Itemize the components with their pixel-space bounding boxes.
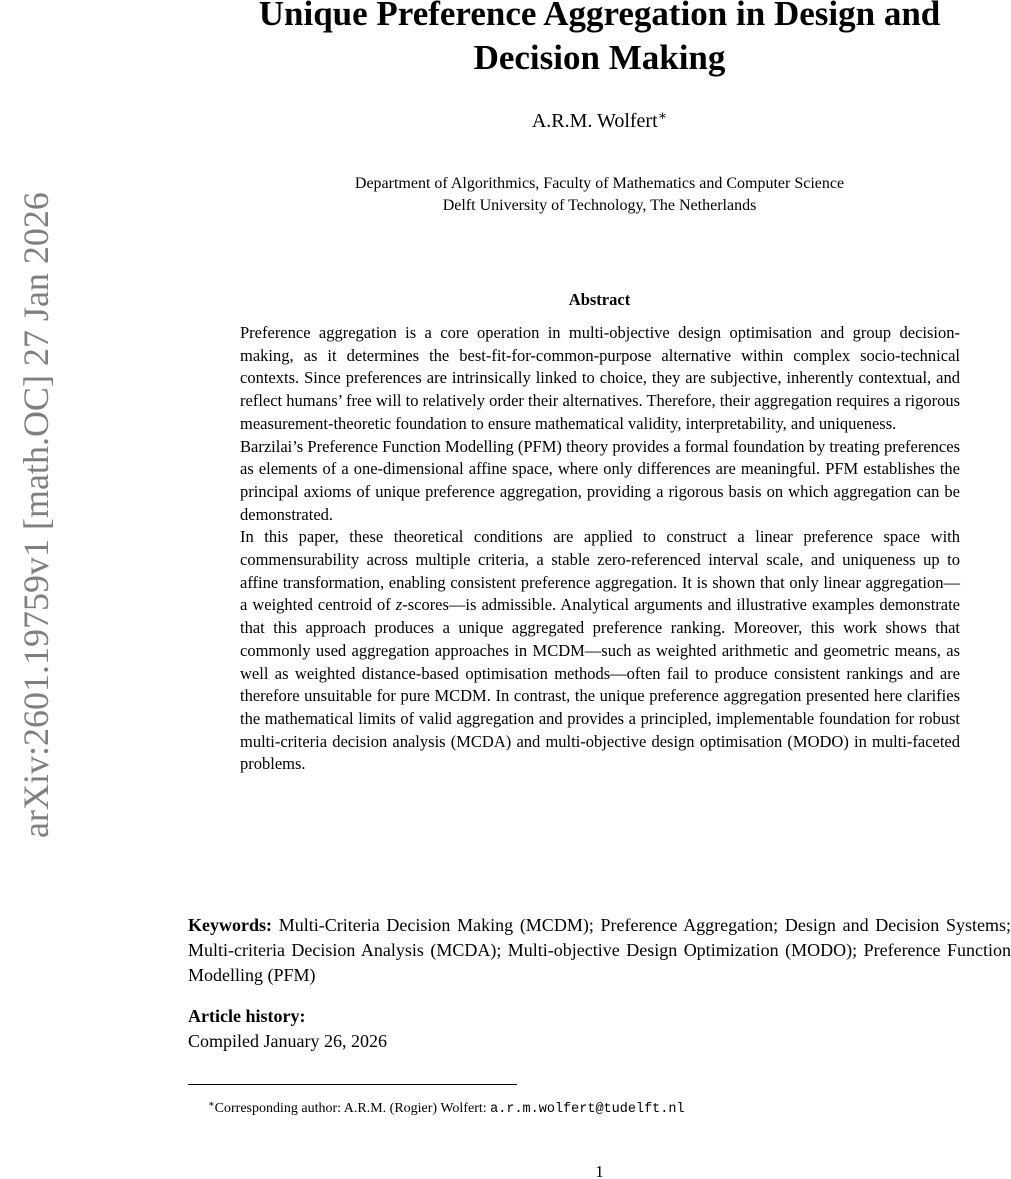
paper-title: [188, 0, 1011, 80]
keywords-section: [188, 913, 1011, 988]
arxiv-identifier-stamp: arXiv:2601.19759v1 [math.OC] 27 Jan 2026: [16, 192, 56, 838]
abstract-heading: Abstract: [568, 290, 631, 309]
title-line-2: Decision Making: [473, 38, 726, 77]
page-number: 1: [595, 1162, 604, 1179]
footnote-text: Corresponding author: A.R.M. (Rogier) Wolfert:: [214, 1101, 491, 1116]
footnote-divider: [188, 1084, 517, 1085]
author-email-link[interactable]: a.r.m.wolfert@tudelft.nl: [490, 1102, 685, 1117]
abstract-paragraph-3-end: -scores—is admissible. Analytical arguments and illustrative examples demonstrate that this approach produces a unique aggregated preference ranking. Moreover, this work shows that commonly used aggregation approaches in MCDM—such as weighted arithmetic and geometric means, as well as weighted distance-based optimisation methods—often fail to produce consistent rankings and are therefore unsuitable for pure MCDM. In contrast, the unique preference aggregation presented here clarifies the mathematical limits of valid aggregation and provides a principled, implementable foundation for robust multi-criteria decision analysis (MCDA) and multi-objective design optimisation (MODO) in multi-faceted problems.: [240, 595, 961, 774]
corresponding-author-footnote: [208, 1101, 988, 1117]
affiliation: [188, 173, 1011, 217]
abstract-paragraph-3: [240, 526, 960, 776]
footnote-mark: ∗: [208, 1099, 215, 1111]
keywords-label: Keywords:: [188, 915, 272, 935]
author-footnote-mark: ∗: [657, 109, 668, 124]
abstract-paragraph-2: Barzilai’s Preference Function Modelling (PFM) theory provides a formal foundation by treating preferences as elements of a one-dimensional affine space, where only differences are meaningful. PFM establishes the principal axioms of unique preference aggregation, providing a rigorous basis on which aggregation can be demonstrated.: [240, 436, 960, 524]
keywords-text: Multi-Criteria Decision Making (MCDM); Preference Aggregation; Design and Decision Systems; Multi-criteria Decision Analysis (MCDA); Multi-objective Design Optimization (MODO); Preference Function Modelling (PFM): [188, 915, 1011, 985]
author-name: A.R.M. Wolfert: [531, 110, 658, 132]
affiliation-line-1: Department of Algorithmics, Faculty of Mathematics and Computer Science: [354, 175, 845, 192]
affiliation-line-2: Delft University of Technology, The Netherlands: [442, 197, 757, 214]
article-history-label: Article history:: [188, 1006, 306, 1026]
article-history-text: Compiled January 26, 2026: [188, 1031, 387, 1051]
author-line: [188, 110, 1011, 133]
abstract-paragraph-1: Preference aggregation is a core operation in multi-objective design optimisation and group decision-making, as it determines the best-fit-for-common-purpose alternative within complex socio-technical contexts. Since preferences are intrinsically linked to choice, they are subjective, inherently contextual, and reflect humans’ free will to relatively order their alternatives. Therefore, their aggregation requires a rigorous measurement-theoretic foundation to ensure mathematical validity, interpretability, and uniqueness.: [240, 323, 960, 433]
abstract-body: [240, 322, 960, 776]
abstract-paragraph-3-start: In this paper, these theoretical conditions are applied to construct a linear preference space with commensurability across multiple criteria, a stable zero-referenced interval scale, and uniqueness up to affine transformation, enabling consistent preference aggregation. It is shown that only linear aggregation—a weighted centroid of: [240, 527, 960, 615]
title-line-1: Unique Preference Aggregation in Design and: [258, 0, 941, 33]
article-history-section: [188, 1004, 1011, 1054]
z-variable: z: [395, 595, 403, 615]
